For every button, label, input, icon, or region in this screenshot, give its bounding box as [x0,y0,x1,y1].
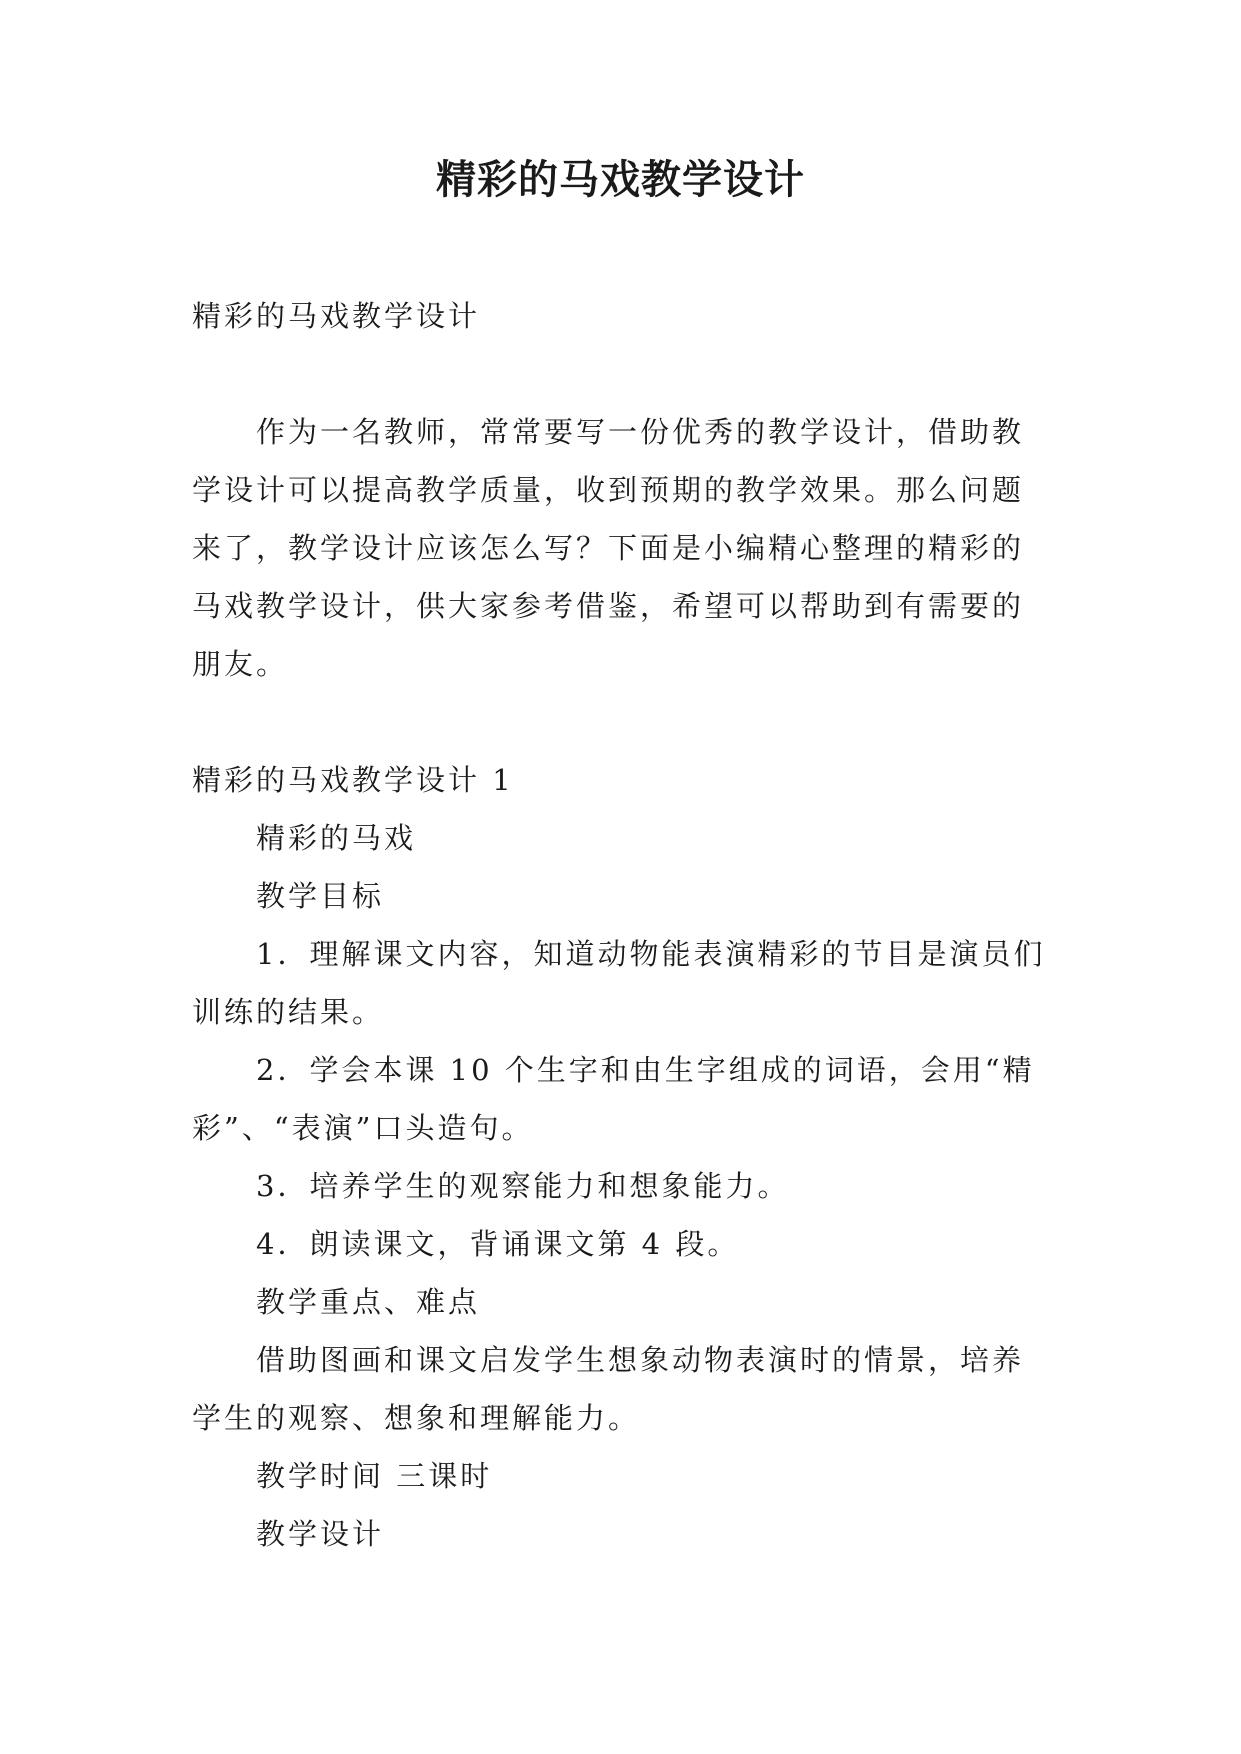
section-heading: 精彩的马戏教学设计 1 [192,763,514,797]
goal-item: 3．培养学生的观察能力和想象能力。 [256,1169,790,1203]
teaching-time: 教学时间 三课时 [256,1459,493,1493]
lesson-title: 精彩的马戏 [256,821,417,855]
document-subtitle: 精彩的马戏教学设计 [192,299,481,333]
goal-item: 2．学会本课 10 个生字和由生字组成的词语，会用“精彩”、“表演”口头造句。 [192,1053,1035,1145]
goals-heading: 教学目标 [256,879,385,913]
goal-item: 1．理解课文内容，知道动物能表演精彩的节目是演员们训练的结果。 [192,937,1046,1029]
document-body [192,287,1050,1563]
goal-item: 4．朗读课文，背诵课文第 4 段。 [256,1227,740,1261]
key-points-heading: 教学重点、难点 [256,1285,481,1319]
design-heading: 教学设计 [256,1517,385,1551]
document-title: 精彩的马戏教学设计 [436,157,805,203]
intro-paragraph: 作为一名教师，常常要写一份优秀的教学设计，借助教学设计可以提高教学质量，收到预期的教学效果。那么问题来了，教学设计应该怎么写？下面是小编精心整理的精彩的马戏教学设计，供大家参考借鉴，希望可以帮助到有需要的朋友。 [192,415,1025,681]
key-points-paragraph: 借助图画和课文启发学生想象动物表演时的情景，培养学生的观察、想象和理解能力。 [192,1343,1025,1435]
